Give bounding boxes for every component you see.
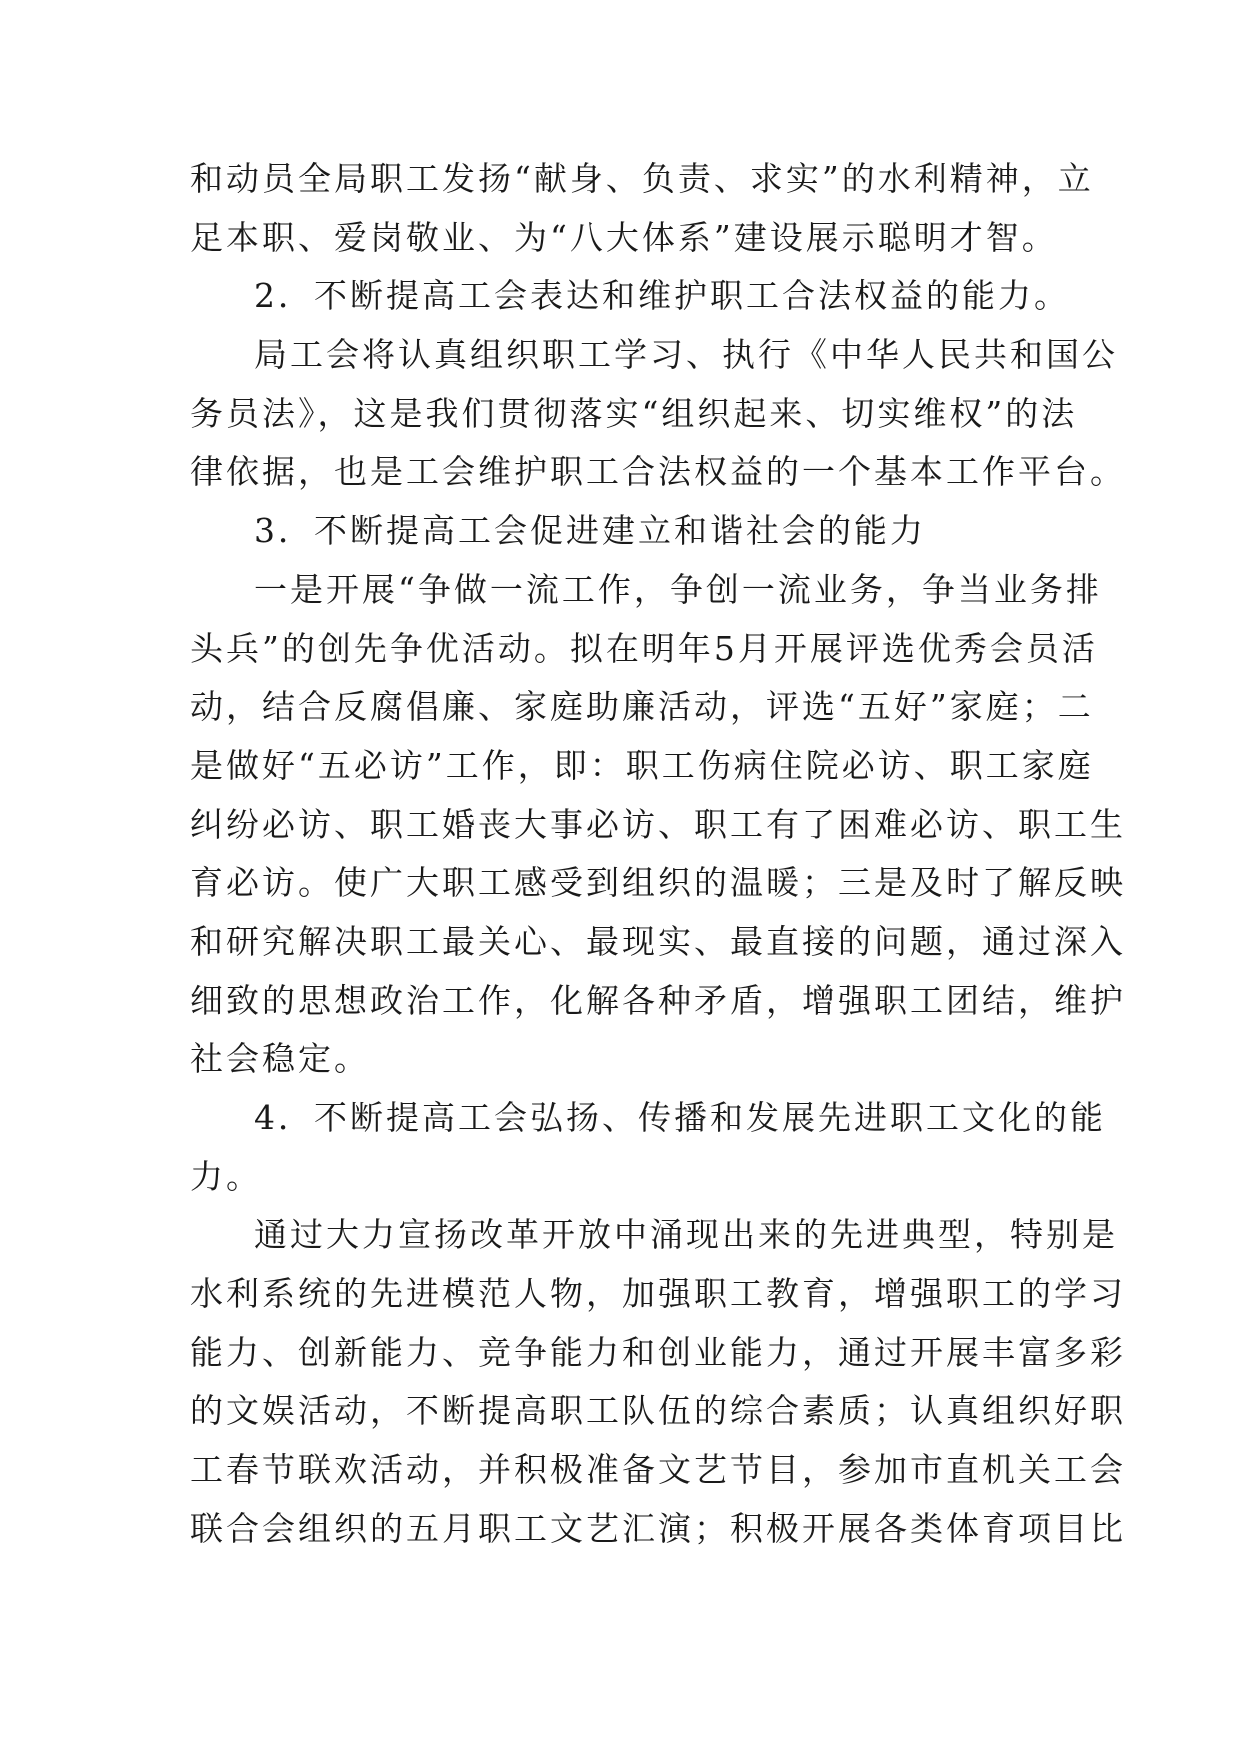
text-line: 细致的思想政治工作，化解各种矛盾，增强职工团结，维护: [190, 980, 1126, 1020]
text-line: 育必访。使广大职工感受到组织的温暖；三是及时了解反映: [190, 863, 1126, 903]
text-line: 4．不断提高工会弘扬、传播和发展先进职工文化的能: [254, 1098, 1106, 1137]
text-line: 3．不断提高工会促进建立和谐社会的能力: [254, 511, 926, 551]
text-line: 通过大力宣扬改革开放中涌现出来的先进典型，特别是: [254, 1215, 1118, 1255]
text-line: 和动员全局职工发扬“献身、负责、求实”的水利精神，立: [190, 159, 1094, 198]
text-line: 能力、创新能力、竞争能力和创业能力，通过开展丰富多彩: [190, 1332, 1126, 1372]
text-line: 的文娱活动，不断提高职工队伍的综合素质；认真组织好职: [190, 1391, 1126, 1431]
text-line: 水利系统的先进模范人物，加强职工教育，增强职工的学习: [190, 1274, 1126, 1314]
text-line: 力。: [190, 1156, 262, 1196]
text-line: 务员法》，这是我们贯彻落实“组织起来、切实维权”的法: [190, 393, 1078, 433]
text-line: 2．不断提高工会表达和维护职工合法权益的能力。: [254, 276, 1070, 316]
text-line: 局工会将认真组织职工学习、执行《中华人民共和国公: [254, 335, 1118, 375]
text-line: 是做好“五必访”工作，即：职工伤病住院必访、职工家庭: [190, 745, 1094, 785]
text-line: 纠纷必访、职工婚丧大事必访、职工有了困难必访、职工生: [190, 804, 1126, 844]
text-line: 律依据，也是工会维护职工合法权益的一个基本工作平台。: [190, 452, 1126, 492]
text-line: 和研究解决职工最关心、最现实、最直接的问题，通过深入: [190, 921, 1126, 961]
text-line: 社会稳定。: [190, 1039, 370, 1079]
text-line: 头兵”的创先争优活动。拟在明年5月开展评选优秀会员活: [190, 628, 1098, 668]
text-line: 足本职、爱岗敬业、为“八大体系”建设展示聪明才智。: [190, 217, 1058, 257]
document-body: [190, 150, 1126, 1559]
text-line: 动，结合反腐倡廉、家庭助廉活动，评选“五好”家庭；二: [190, 687, 1094, 727]
text-line: 联合会组织的五月职工文艺汇演；积极开展各类体育项目比: [190, 1508, 1126, 1548]
text-line: 工春节联欢活动，并积极准备文艺节目，参加市直机关工会: [190, 1450, 1126, 1490]
text-line: 一是开展“争做一流工作，争创一流业务，争当业务排: [254, 569, 1102, 609]
